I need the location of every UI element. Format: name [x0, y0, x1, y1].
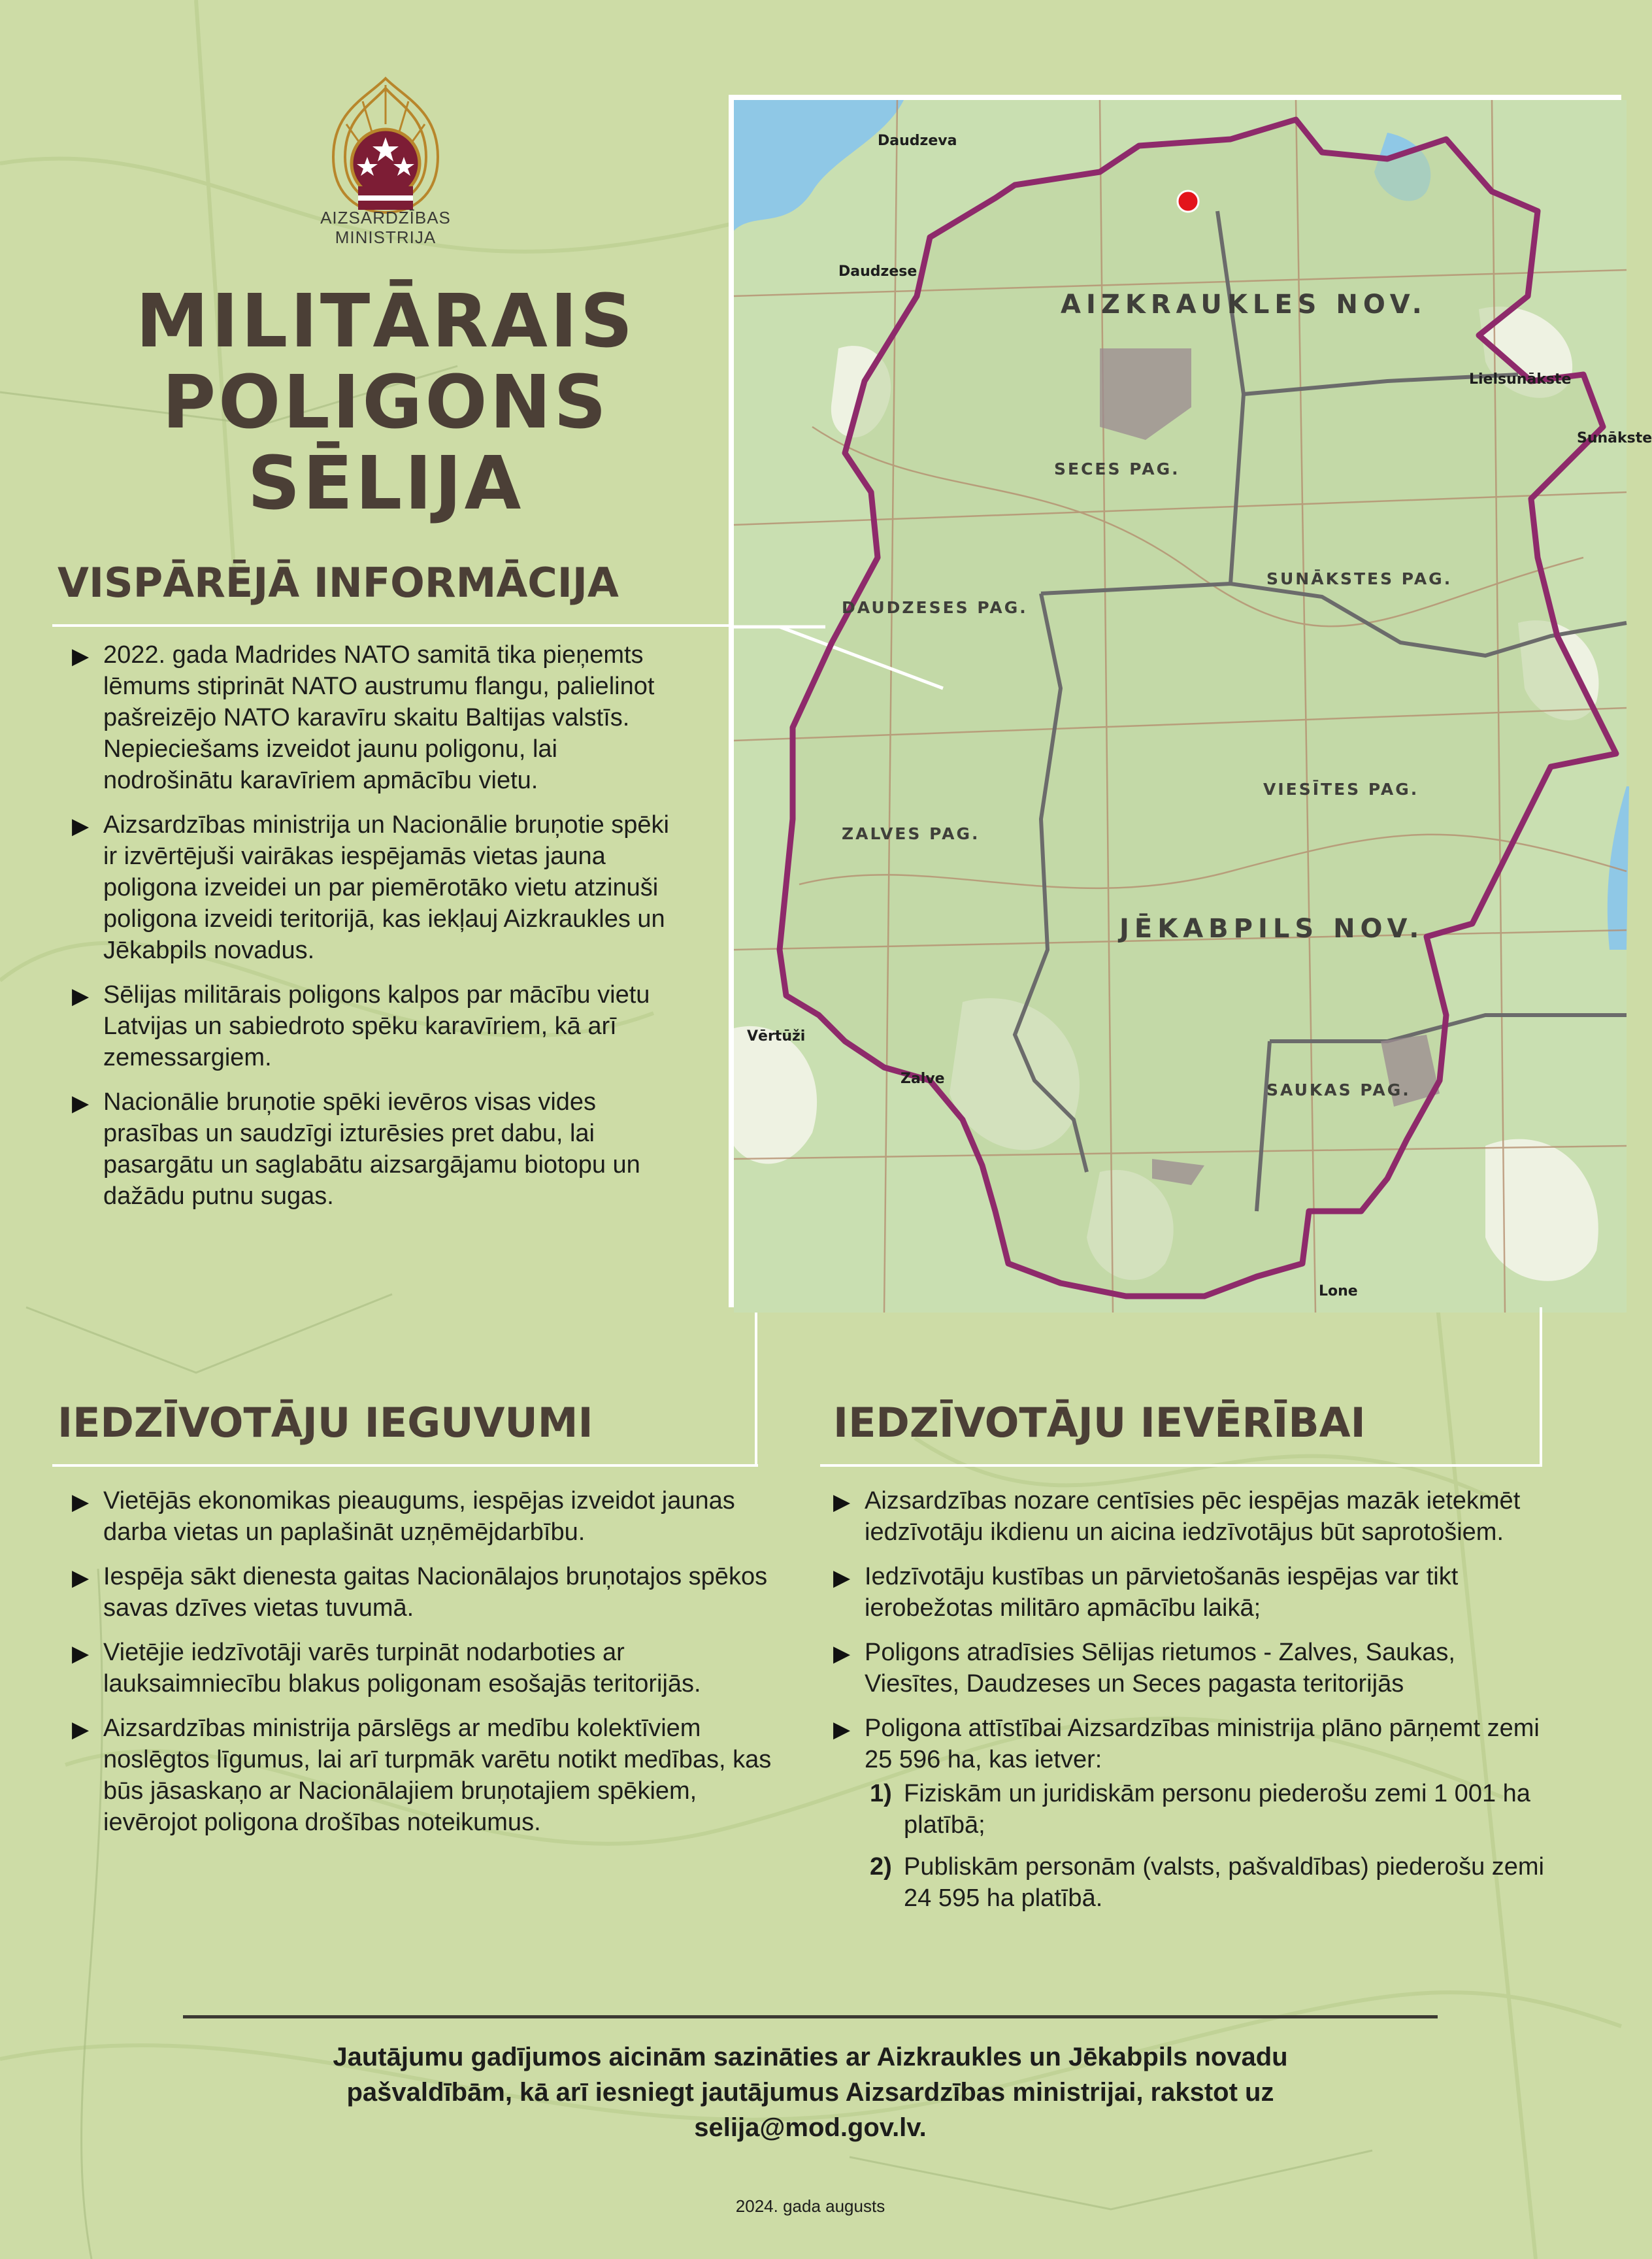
map-place-daudzese: Daudzese — [838, 263, 917, 280]
list-item-text: Iedzīvotāju kustības un pārvietošanās iespējas var tikt ierobežotas militāro apmācību laikā; — [865, 1563, 1459, 1622]
map-place-lone: Lone — [1319, 1283, 1358, 1299]
map-place-vertuzi: Vērtūži — [747, 1028, 806, 1045]
list-item — [72, 1561, 784, 1624]
list-item — [72, 1637, 784, 1699]
map-label-daudzeses: DAUDZESES PAG. — [842, 598, 1028, 617]
list-item-text: Vietējie iedzīvotāji varēs turpināt nodarboties ar lauksaimniecību blakus poligonam esošajās teritorijās. — [103, 1639, 701, 1698]
contact-note — [150, 2039, 1470, 2145]
sub-list-text: Fiziskām un juridiskām personu piederošu zemi 1 001 ha platībā; — [904, 1780, 1530, 1839]
bullet-arrow-icon: ▶ — [833, 1490, 851, 1514]
ministry-name-line: AIZSARDZĪBAS — [320, 208, 451, 227]
polygon-map — [729, 95, 1652, 1307]
list-item-text: Poligona attīstībai Aizsardzības ministrija plāno pārņemt zemi 25 596 ha, kas ietver: — [865, 1715, 1540, 1773]
list-item — [72, 1713, 784, 1838]
bullet-arrow-icon: ▶ — [833, 1641, 851, 1666]
footer-divider — [183, 2015, 1438, 2018]
list-item-text: Vietējās ekonomikas pieaugums, iespējas izveidot jaunas darba vietas un paplašināt uzņēmējdarbību. — [103, 1487, 735, 1546]
list-item-text: Aizsardzības ministrija un Nacionālie bruņotie spēki ir izvērtējuši vairākas iespējamās vietas jauna poligona izveidei un par piemērotāko vietu atzinuši poligona izveidi teritorijā, kas iekļauj Aizkraukles un Jēkabpils novadus. — [103, 811, 669, 964]
list-item — [72, 809, 673, 966]
sub-list-item — [865, 1778, 1545, 1841]
general-right-rule — [755, 1307, 757, 1464]
general-heading-rule — [52, 624, 732, 627]
location-marker-icon — [1178, 191, 1198, 212]
page-title — [59, 281, 712, 524]
bullet-arrow-icon: ▶ — [72, 984, 90, 1009]
list-item-text: Sēlijas militārais poligons kalpos par mācību vietu Latvijas un sabiedroto spēku karavīriem, kā arī zemessargiem. — [103, 981, 650, 1071]
list-item-text: Aizsardzības ministrija pārslēgs ar medību kolektīviem noslēgtos līgumus, lai arī turpmāk varētu notikt medības, kas būs jāsaskaņo ar Nacionālajiem bruņotajiem spēkiem, ievērojot poligona drošības noteikumus. — [103, 1715, 772, 1836]
ministry-name-line: MINISTRIJA — [335, 227, 437, 247]
ministry-name — [288, 208, 484, 247]
list-item-text: Poligons atradīsies Sēlijas rietumos - Zalves, Saukas, Viesītes, Daudzeses un Seces pagasta teritorijās — [865, 1639, 1455, 1698]
sub-list-number: 2) — [870, 1853, 892, 1881]
sub-list-text: Publiskām personām (valsts, pašvaldības) piederošu zemi 24 595 ha platībā. — [904, 1853, 1544, 1912]
map-label-viesites: VIESĪTES PAG. — [1263, 780, 1419, 799]
list-item — [72, 979, 673, 1073]
list-item — [833, 1637, 1545, 1699]
title-line: SĒLIJA — [247, 441, 524, 526]
list-item-text: Iespēja sākt dienesta gaitas Nacionālajos bruņotajos spēkos savas dzīves vietas tuvumā. — [103, 1563, 768, 1622]
attention-list — [833, 1485, 1545, 1927]
bullet-arrow-icon: ▶ — [833, 1717, 851, 1742]
benefits-heading-rule — [52, 1464, 758, 1467]
map-label-seces: SECES PAG. — [1054, 460, 1180, 478]
map-place-lielsunakste: Lielsunākste — [1469, 371, 1572, 388]
land-breakdown-list — [865, 1778, 1545, 1914]
map-label-aizkraukles: AIZKRAUKLES NOV. — [1061, 290, 1427, 320]
contact-email: selija@mod.gov.lv. — [694, 2113, 927, 2142]
title-line: POLIGONS — [162, 360, 609, 445]
map-place-sunakste: Sunākste — [1577, 430, 1652, 446]
sub-list-number: 1) — [870, 1780, 892, 1807]
list-item — [72, 639, 673, 796]
map-label-sunakstes: SUNĀKSTES PAG. — [1266, 569, 1453, 588]
bullet-arrow-icon: ▶ — [72, 1490, 90, 1514]
sub-list-item — [865, 1851, 1545, 1914]
list-item — [72, 1086, 673, 1212]
benefits-heading: IEDZĪVOTĀJU IEGUVUMI — [58, 1399, 593, 1447]
bullet-arrow-icon: ▶ — [833, 1565, 851, 1590]
general-info-list — [72, 639, 673, 1225]
benefits-list — [72, 1485, 784, 1851]
map-place-zalve: Zalve — [900, 1071, 945, 1087]
list-item — [72, 1485, 784, 1548]
contact-note-line: pašvaldībām, kā arī iesniegt jautājumus Aizsardzības ministrijai, rakstot uz — [346, 2078, 1274, 2107]
contact-note-line: Jautājumu gadījumos aicinām sazināties ar Aizkraukles un Jēkabpils novadu — [333, 2043, 1288, 2071]
bullet-arrow-icon: ▶ — [72, 644, 90, 669]
attention-heading: IEDZĪVOTĀJU IEVĒRĪBAI — [833, 1399, 1366, 1447]
map-right-rule — [1540, 1307, 1542, 1464]
map-place-daudzeva: Daudzeva — [878, 133, 957, 149]
bullet-arrow-icon: ▶ — [72, 1565, 90, 1590]
list-item-text: Nacionālie bruņotie spēki ievēros visas vides prasības un saudzīgi izturēsies pret dabu, lai pasargātu un saglabātu aizsargājamu biotopu un dažādu putnu sugas. — [103, 1088, 640, 1210]
title-line: MILITĀRAIS — [135, 279, 636, 364]
list-item-text: Aizsardzības nozare centīsies pēc iespējas mazāk ietekmēt iedzīvotāju ikdienu un aicina iedzīvotājus būt saprotošiem. — [865, 1487, 1521, 1546]
list-item-text: 2022. gada Madrides NATO samitā tika pieņemts lēmums stiprināt NATO austrumu flangu, palielinot pašreizējo NATO karavīru skaitu Baltijas valstīs. Nepieciešams izveidot jaunu poligonu, lai nodrošinātu karavīriem apmācību vietu. — [103, 641, 655, 794]
map-label-saukas: SAUKAS PAG. — [1266, 1080, 1411, 1099]
map-label-jekabpils: JĒKABPILS NOV. — [1119, 914, 1425, 944]
general-info-heading: VISPĀRĒJĀ INFORMĀCIJA — [58, 559, 619, 607]
bullet-arrow-icon: ▶ — [72, 814, 90, 839]
map-label-zalves: ZALVES PAG. — [842, 824, 980, 843]
bullet-arrow-icon: ▶ — [72, 1091, 90, 1116]
bullet-arrow-icon: ▶ — [72, 1717, 90, 1742]
publication-date: 2024. gada augusts — [735, 2196, 885, 2216]
list-item — [833, 1561, 1545, 1624]
attention-heading-rule — [820, 1464, 1542, 1467]
list-item — [833, 1713, 1545, 1914]
list-item — [833, 1485, 1545, 1548]
bullet-arrow-icon: ▶ — [72, 1641, 90, 1666]
